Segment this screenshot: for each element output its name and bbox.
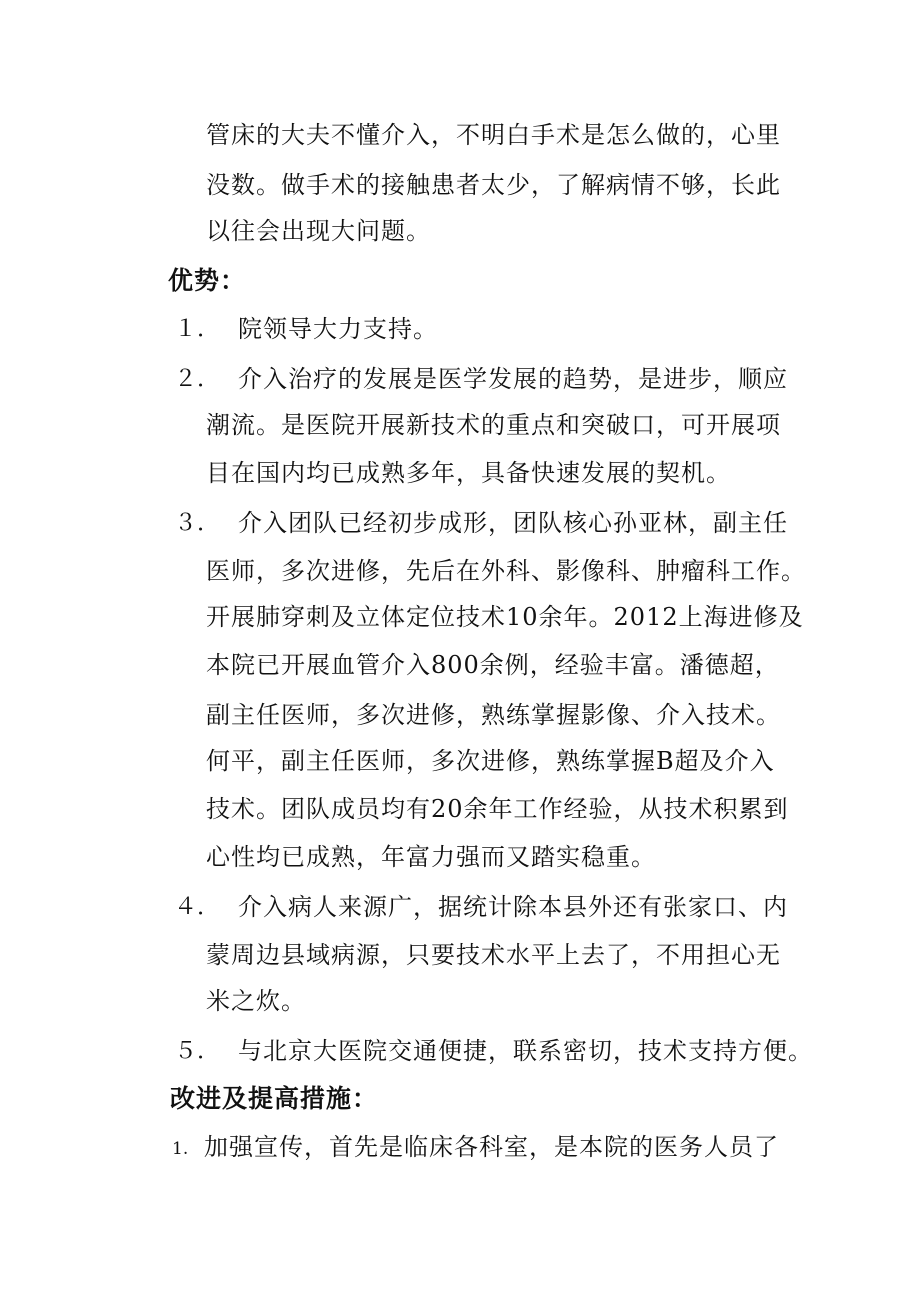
advantage-3-line-6: 何平，副主任医师，多次进修，熟练掌握B超及介入	[206, 747, 775, 775]
intro-line-1: 管床的大夫不懂介入，不明白手术是怎么做的，心里	[206, 121, 781, 149]
advantage-4-line-2: 蒙周边县域病源，只要技术水平上去了，不用担心无	[206, 941, 781, 969]
advantage-3-line-7: 技术。团队成员均有20余年工作经验，从技术积累到	[206, 795, 789, 823]
advantage-2-line-1: 介入治疗的发展是医学发展的趋势，是进步，顺应	[238, 365, 788, 393]
advantage-3-line-1: 介入团队已经初步成形，团队核心孙亚林，副主任	[238, 509, 788, 537]
intro-line-3: 以往会出现大问题。	[206, 217, 431, 245]
advantage-3-line-3: 开展肺穿刺及立体定位技术10余年。2012上海进修及	[206, 603, 804, 631]
advantage-5-line-1: 与北京大医院交通便捷，联系密切，技术支持方便。	[238, 1037, 813, 1065]
intro-line-2: 没数。做手术的接触患者太少，了解病情不够，长此	[206, 171, 781, 199]
advantage-3-line-8: 心性均已成熟，年富力强而又踏实稳重。	[206, 843, 656, 871]
advantage-4-line-3: 米之炊。	[206, 987, 306, 1015]
advantage-4-line-1: 介入病人来源广，据统计除本县外还有张家口、内	[238, 893, 788, 921]
advantage-4-number: ４．	[174, 894, 220, 920]
advantage-3-number: ３．	[174, 510, 220, 536]
measures-heading: 改进及提高措施：	[170, 1084, 379, 1113]
advantage-2-line-2: 潮流。是医院开展新技术的重点和突破口，可开展项	[206, 411, 781, 439]
advantage-5-number: ５．	[174, 1038, 220, 1064]
advantage-3-line-5: 副主任医师，多次进修，熟练掌握影像、介入技术。	[206, 701, 781, 729]
advantage-1-number: １．	[174, 316, 220, 342]
advantage-3-line-2: 医师，多次进修，先后在外科、影像科、肿瘤科工作。	[206, 557, 806, 585]
advantage-3-line-4: 本院已开展血管介入800余例，经验丰富。潘德超，	[206, 651, 780, 679]
advantage-2-number: ２．	[174, 366, 220, 392]
measure-1-number: 1.	[172, 1139, 189, 1159]
advantages-heading: 优势：	[168, 266, 247, 295]
advantage-2-line-3: 目在国内均已成熟多年，具备快速发展的契机。	[206, 459, 731, 487]
measure-1-line-1: 加强宣传，首先是临床各科室，是本院的医务人员了	[204, 1133, 779, 1161]
advantage-1-line-1: 院领导大力支持。	[238, 315, 438, 343]
